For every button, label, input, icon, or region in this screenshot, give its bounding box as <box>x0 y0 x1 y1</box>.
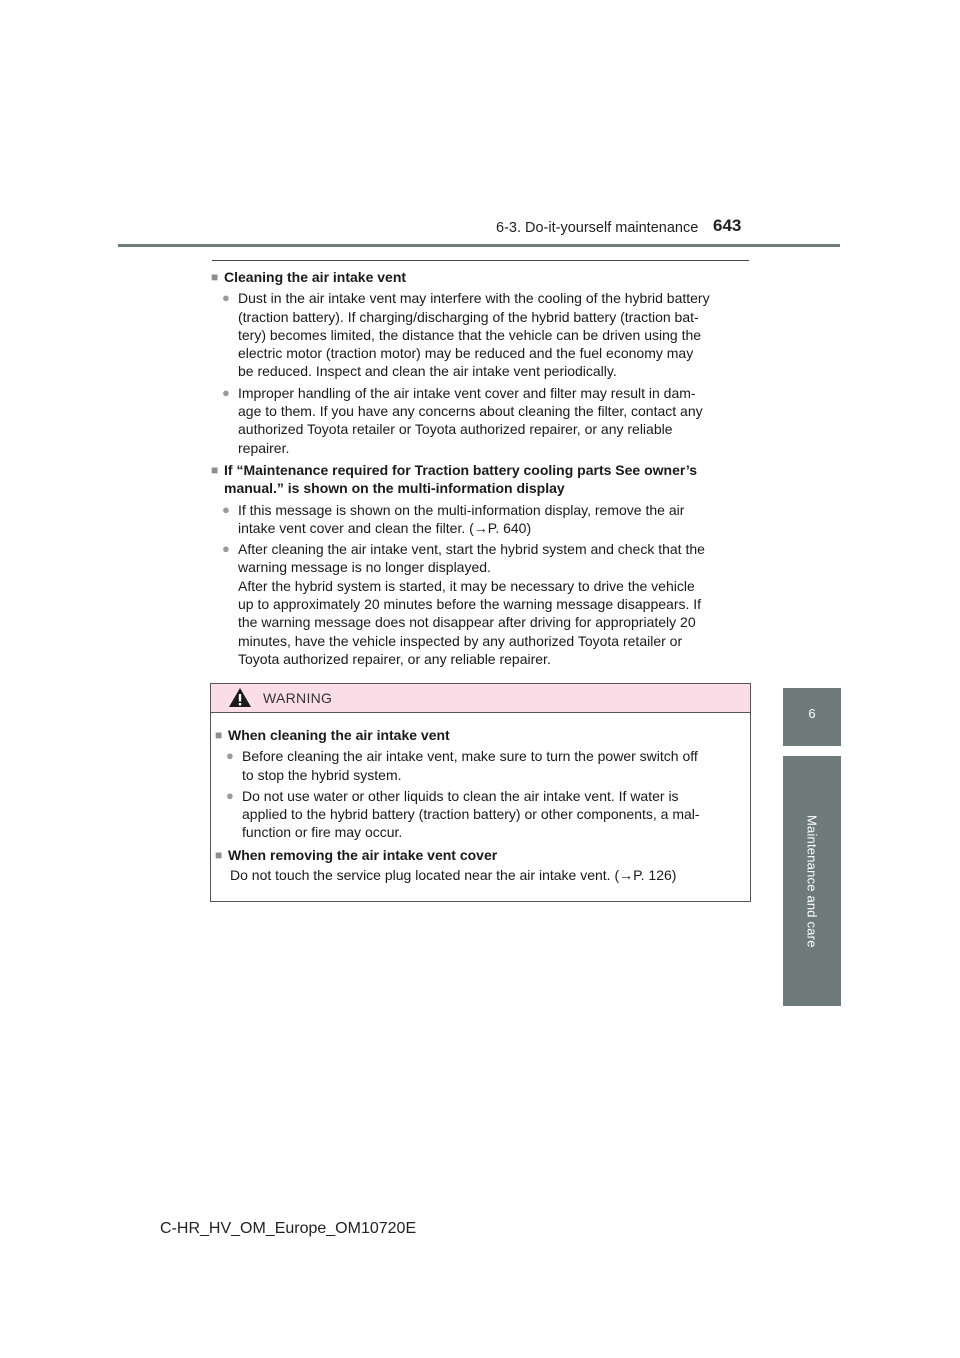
warning-label: WARNING <box>263 690 333 706</box>
square-bullet-icon: ■ <box>211 270 219 284</box>
list-item: ● If this message is shown on the multi-information display, remove the air intake vent cover and clean the filter. (→P. 640) <box>222 501 685 536</box>
square-bullet-icon: ■ <box>215 728 223 742</box>
warning-box <box>210 683 751 902</box>
square-bullet-icon: ■ <box>215 847 223 862</box>
content-top-rule <box>212 260 749 261</box>
section-heading-maintenance-message: ■ If “Maintenance required for Traction battery cooling parts See owner’s manual.” is shown on the multi-information display <box>211 461 697 497</box>
list-item: ● Dust in the air intake vent may interfere with the cooling of the hybrid battery (traction battery). If charging/discharging of the hybrid battery (traction bat- tery) becomes limited, the distance that the vehicle can be driven using the electric motor (traction motor) may be reduced and the fuel economy may be reduced. Inspect and clean the air intake vent periodically. <box>222 290 710 380</box>
circle-bullet-icon: ● <box>222 384 230 400</box>
warning-text-service-plug: Do not touch the service plug located near the air intake vent. (→P. 126) <box>230 867 677 884</box>
section-title: 6-3. Do-it-yourself maintenance <box>496 220 699 236</box>
list-item: ● Do not use water or other liquids to clean the air intake vent. If water is applied to the hybrid battery (traction battery) or other components, a mal- function or fire may occur. <box>226 787 700 841</box>
warning-heading-cleaning: ■ When cleaning the air intake vent <box>215 727 450 743</box>
square-bullet-icon: ■ <box>211 462 219 477</box>
warning-heading-removing: ■ When removing the air intake vent cover <box>215 846 498 863</box>
list-item: ● Improper handling of the air intake vent cover and filter may result in dam- age to them. If you have any concerns about cleaning the filter, contact any authorized Toyota retailer or Toyota authorized repairer, or any reliable repairer. <box>222 384 703 456</box>
circle-bullet-icon: ● <box>222 501 230 517</box>
circle-bullet-icon: ● <box>226 787 234 803</box>
chapter-title: Maintenance and care <box>804 814 820 948</box>
circle-bullet-icon: ● <box>222 290 230 306</box>
circle-bullet-icon: ● <box>226 748 234 764</box>
list-item: ● Before cleaning the air intake vent, make sure to turn the power switch off to stop the hybrid system. <box>226 748 698 783</box>
warning-body <box>211 713 750 884</box>
document-id: C-HR_HV_OM_Europe_OM10720E <box>160 1220 417 1237</box>
main-content <box>211 266 749 668</box>
header-rule <box>118 244 840 247</box>
list-item: ● After cleaning the air intake vent, start the hybrid system and check that the warning message is no longer displayed. After the hybrid system is started, it may be necessary to drive the vehicle up to approximately 20 minutes before the warning message disappears. If the warning message does not disappear after driving for appropriately 20 minutes, have the vehicle inspected by any authorized Toyota retailer or Toyota authorized repairer, or any reliable repairer. <box>222 541 705 667</box>
section-heading-cleaning: ■ Cleaning the air intake vent <box>211 269 407 285</box>
circle-bullet-icon: ● <box>222 541 230 557</box>
warning-header <box>211 684 750 713</box>
page-number: 643 <box>713 216 742 235</box>
chapter-number-tab: 6 <box>783 688 841 746</box>
warning-triangle-icon <box>228 687 252 708</box>
chapter-title-tab <box>783 756 841 1006</box>
